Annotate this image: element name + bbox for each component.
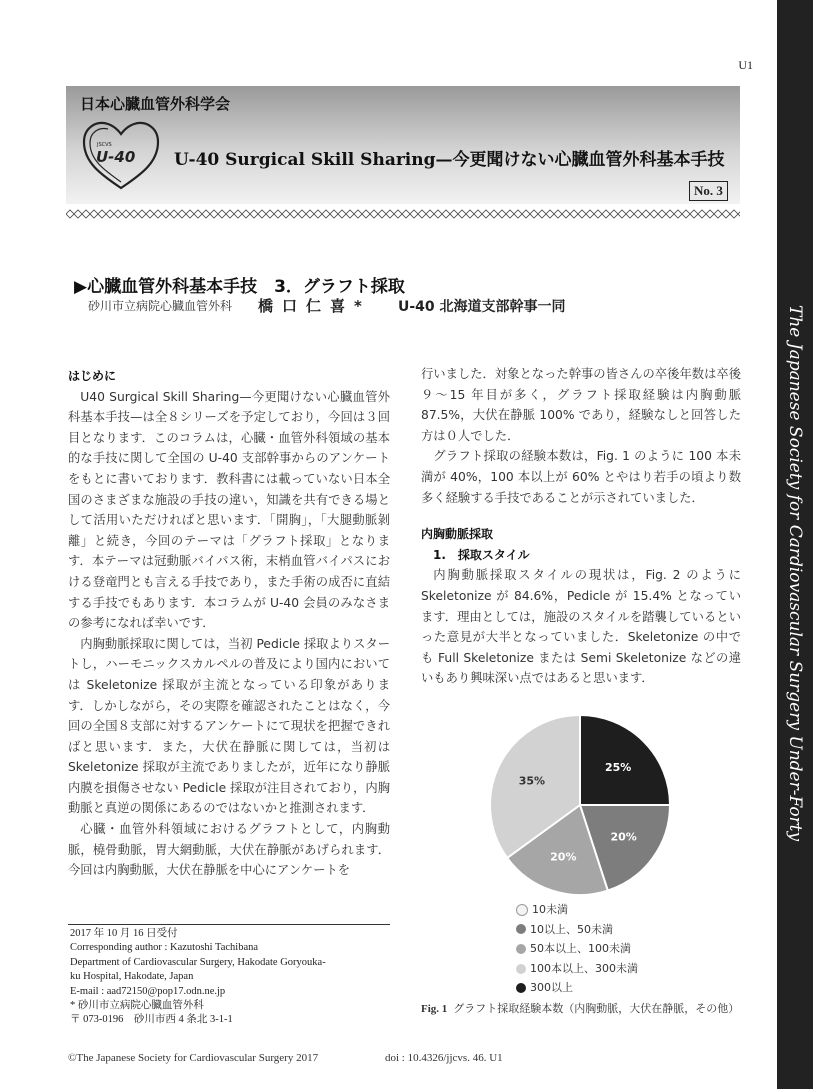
chart-legend (516, 900, 638, 998)
legend-item (516, 900, 638, 920)
pie-slice-label: 25% (605, 760, 632, 774)
footnotes (70, 927, 392, 1028)
pie-slice-label: 35% (518, 774, 546, 788)
logo-small-text: JSCVS (97, 142, 112, 148)
note-corresponding: Corresponding author : Kazutoshi Tachibana (70, 942, 259, 954)
legend-swatch (516, 904, 528, 916)
zigzag-divider (66, 204, 740, 214)
copyright: ©The Japanese Society for Cardiovascular Surgery 2017 (68, 1052, 319, 1064)
legend-label: 100本以上、300未満 (530, 961, 638, 975)
legend-item (516, 920, 638, 940)
author-name: 橋口仁喜* (258, 297, 371, 315)
pie-slice-label: 20% (610, 830, 637, 844)
side-title: The Japanese Society for Cardiovascular Surgery Under-Forty (785, 305, 805, 842)
article-title: ▶心臓血管外科基本手技 3．グラフト採取 (74, 277, 405, 297)
note-received: 2017 年 10 月 16 日受付 (70, 928, 178, 939)
legend-swatch (516, 964, 526, 974)
legend-item (516, 978, 638, 998)
figure-caption-text: グラフト採取経験本数（内胸動脈，大伏在静脈，その他） (453, 1002, 740, 1015)
legend-item (516, 959, 638, 979)
note-department: Department of Cardiovascular Surgery, Hakodate Goryouka- (70, 956, 326, 968)
section-heading-ita: 内胸動脈採取 (421, 527, 494, 542)
sub-heading: 1. 採取スタイル (433, 547, 530, 562)
legend-label: 300以上 (530, 981, 573, 995)
note-address: 〒 073-0196 砂川市西 4 条北 3-1-1 (70, 1014, 233, 1026)
note-email: E-mail : aad72150@pop17.odn.ne.jp (70, 985, 226, 997)
society-name: 日本心臓血管外科学会 (80, 95, 231, 113)
paragraph: 心臓・血管外科領域におけるグラフトとして，内胸動脈，橈骨動脈，胃大網動脈，大伏在静脈があげられます．今回は内胸動脈，大伏在静脈を中心にアンケートを (68, 822, 390, 878)
u40-logo (80, 118, 162, 192)
note-affiliation: * 砂川市立病院心臓血管外科 (70, 1000, 204, 1012)
section-heading-intro: はじめに (68, 369, 117, 383)
logo-text: U-40 (96, 148, 136, 166)
note-department-cont: ku Hospital, Hakodate, Japan (70, 971, 194, 983)
paragraph: 行いました．対象となった幹事の皆さんの卒後年数は卒後９〜15 年目が多く，グラフト採取経験は内胸動脈 87.5%，大伏在静脈 100% であり，経験なしと回答した方は０人でした． (421, 367, 741, 443)
series-title: U-40 Surgical Skill Sharing—今更聞けない心臓血管外科基本手技 (174, 150, 725, 170)
notes-divider (68, 924, 390, 925)
legend-label: 10以上、50未満 (530, 922, 613, 936)
paragraph: グラフト採取の経験本数は，Fig. 1 のように 100 本未満が 40%，100 本以上が 60% とやはり若手の頃より数多く経験する手技であることが示されていました． (421, 449, 741, 505)
figure-caption (421, 1001, 743, 1017)
legend-swatch (516, 944, 526, 954)
paragraph: U40 Surgical Skill Sharing—今更聞けない心臓血管外科基本手技—は全８シリーズを予定しており，今回は３回目となります．このコラムは，心臓・血管外科領域の基本的な手技に関して全国の U-40 支部幹事からのアンケートをもとに書いております．教科書には載っていない日本全国のさまざまな施設の手技の違い，知識を共有できる場として活用いただければと思います．「開胸」，「大腿動脈剝離」と続き，今回のテーマは「グラフト採取」となります．本テーマは冠動脈バイパス術，末梢血管バイパスにおける登竜門とも言える手技であり，また手術の成否に直結する手技でもあります．本コラムが U-40 会員のみなさまの参考になれば幸いです． (68, 389, 390, 631)
legend-item (516, 939, 638, 959)
author-affiliation: 砂川市立病院心臓血管外科 (88, 299, 233, 313)
paragraph: 内胸動脈採取スタイルの現状は，Fig. 2 のように Skeletonize が 84.6%，Pedicle が 15.4% となっています．理由としては，施設のスタイルを踏襲しているといった意見が大半となっていました．Skeletonize の中でも Full Skeletonize または Semi Skeletonize などの違いもあり興味深い点ではあると思います． (421, 568, 741, 686)
legend-label: 50本以上、100未満 (530, 942, 631, 956)
issue-number: No. 3 (689, 181, 728, 201)
paragraph: 内胸動脈採取に関しては，当初 Pedicle 採取よりスタートし，ハーモニックスカルペルの普及により国内においては Skeletonize 採取が主流となっている印象があります．しかしながら，その実際を確認されたことはなく，今回の全国８支部に対するアンケートにて現状を把握できればと思います．また，大伏在静脈に関しては，当初は Skeletonize 採取が主流でありましたが，近年になり静脈内膜を損傷させない Pedicle 採取が注目されており，内胸動脈と真逆の関係にあるのではないかと推測されます． (68, 636, 390, 816)
legend-swatch (516, 983, 526, 993)
legend-swatch (516, 924, 526, 934)
author-group: U-40 北海道支部幹事一同 (398, 299, 566, 315)
legend-label: 10未満 (532, 903, 568, 916)
pie-chart (488, 713, 672, 897)
left-column (68, 366, 390, 881)
figure-label: Fig. 1 (421, 1003, 448, 1015)
pie-slice-label: 20% (550, 850, 577, 864)
doi: doi : 10.4326/jjcvs. 46. U1 (385, 1052, 503, 1064)
page-code: U1 (738, 58, 753, 72)
right-column (421, 364, 741, 689)
